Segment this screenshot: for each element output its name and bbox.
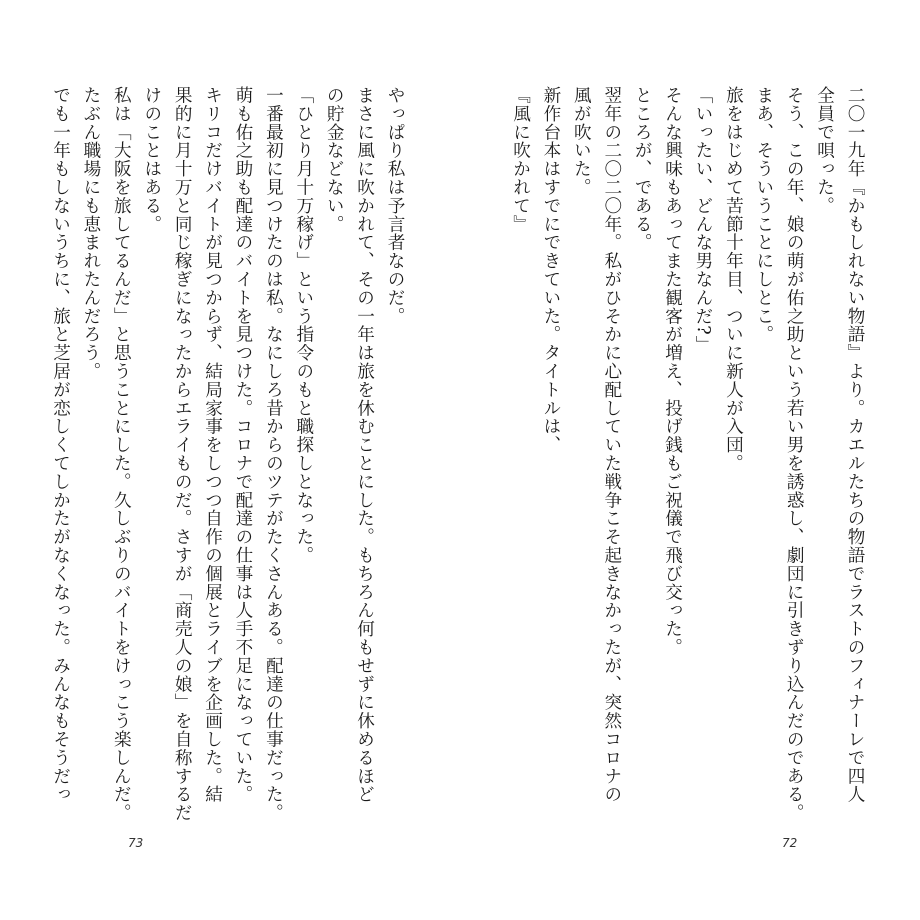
text-line: 私は「大阪を旅してるんだ」と思うことにした。久しぶりのバイトをけっこう楽しんだ。 (111, 86, 132, 822)
text-line: ところが、である。 (632, 86, 653, 252)
text-line: 風が吹いた。 (571, 86, 592, 197)
right-page (460, 0, 920, 920)
text-line: たぶん職場にも恵まれたんだろう。 (80, 86, 101, 381)
text-line: そんな興味もあってまた観客が増え、投げ銭もご祝儀で飛び交った。 (662, 86, 683, 657)
text-line: やっぱり私は予言者なのだ。 (385, 86, 405, 326)
text-line: そう、この年、娘の萌が佑之助という若い男を誘惑し、劇団に引きずり込んだのである。 (784, 86, 805, 822)
text-line: 「いったい、どんな男なんだ?」 (692, 86, 713, 354)
text-line: の貯金などない。 (324, 86, 345, 234)
text-line: キリコだけバイトが見つからず、結局家事をしつつ自作の個展とライブを企画した。結 (202, 86, 223, 804)
text-line: 二〇一九年『かもしれない物語』より。カエルたちの物語でラストのフィナーレで四人 (845, 86, 865, 804)
text-line: まあ、そういうことにしとこ。 (753, 86, 774, 344)
text-line: 新作台本はすでにできていた。タイトルは、 (540, 86, 561, 454)
page-number: 73 (128, 836, 144, 850)
text-line: 旅をはじめて苦節十年目、ついに新人が入団。 (723, 86, 744, 473)
right-page-text (505, 86, 870, 822)
text-line: 萌も佑之助も配達のバイトを見つけた。コロナで配達の仕事は人手不足になっていた。 (232, 86, 253, 804)
text-line: けのことはある。 (141, 86, 162, 234)
text-line: 「ひとり月十万稼げ」という指令のもと職探しとなった。 (293, 86, 314, 565)
text-line: 果的に月十万と同じ稼ぎになったからエライものだ。さすが「商売人の娘」を自称するだ (172, 86, 193, 822)
text-line: まさに風に吹かれて、その一年は旅を休むことにした。もちろん何もせずに休めるほど (354, 86, 375, 804)
left-page-text (45, 86, 410, 822)
text-line: 全員で唄った。 (814, 86, 835, 215)
text-line: 一番最初に見つけたのは私。なにしろ昔からのツテがたくさんある。配達の仕事だった。 (263, 86, 284, 822)
text-line: 『風に吹かれて』 (510, 86, 531, 234)
page-number: 72 (782, 836, 798, 850)
text-line: でも一年もしないうちに、旅と芝居が恋しくてしかたがなくなった。みんなもそうだっ (50, 86, 71, 804)
text-line: 翌年の二〇二〇年。私がひそかに心配していた戦争こそ起きなかったが、突然コロナの (601, 86, 622, 804)
